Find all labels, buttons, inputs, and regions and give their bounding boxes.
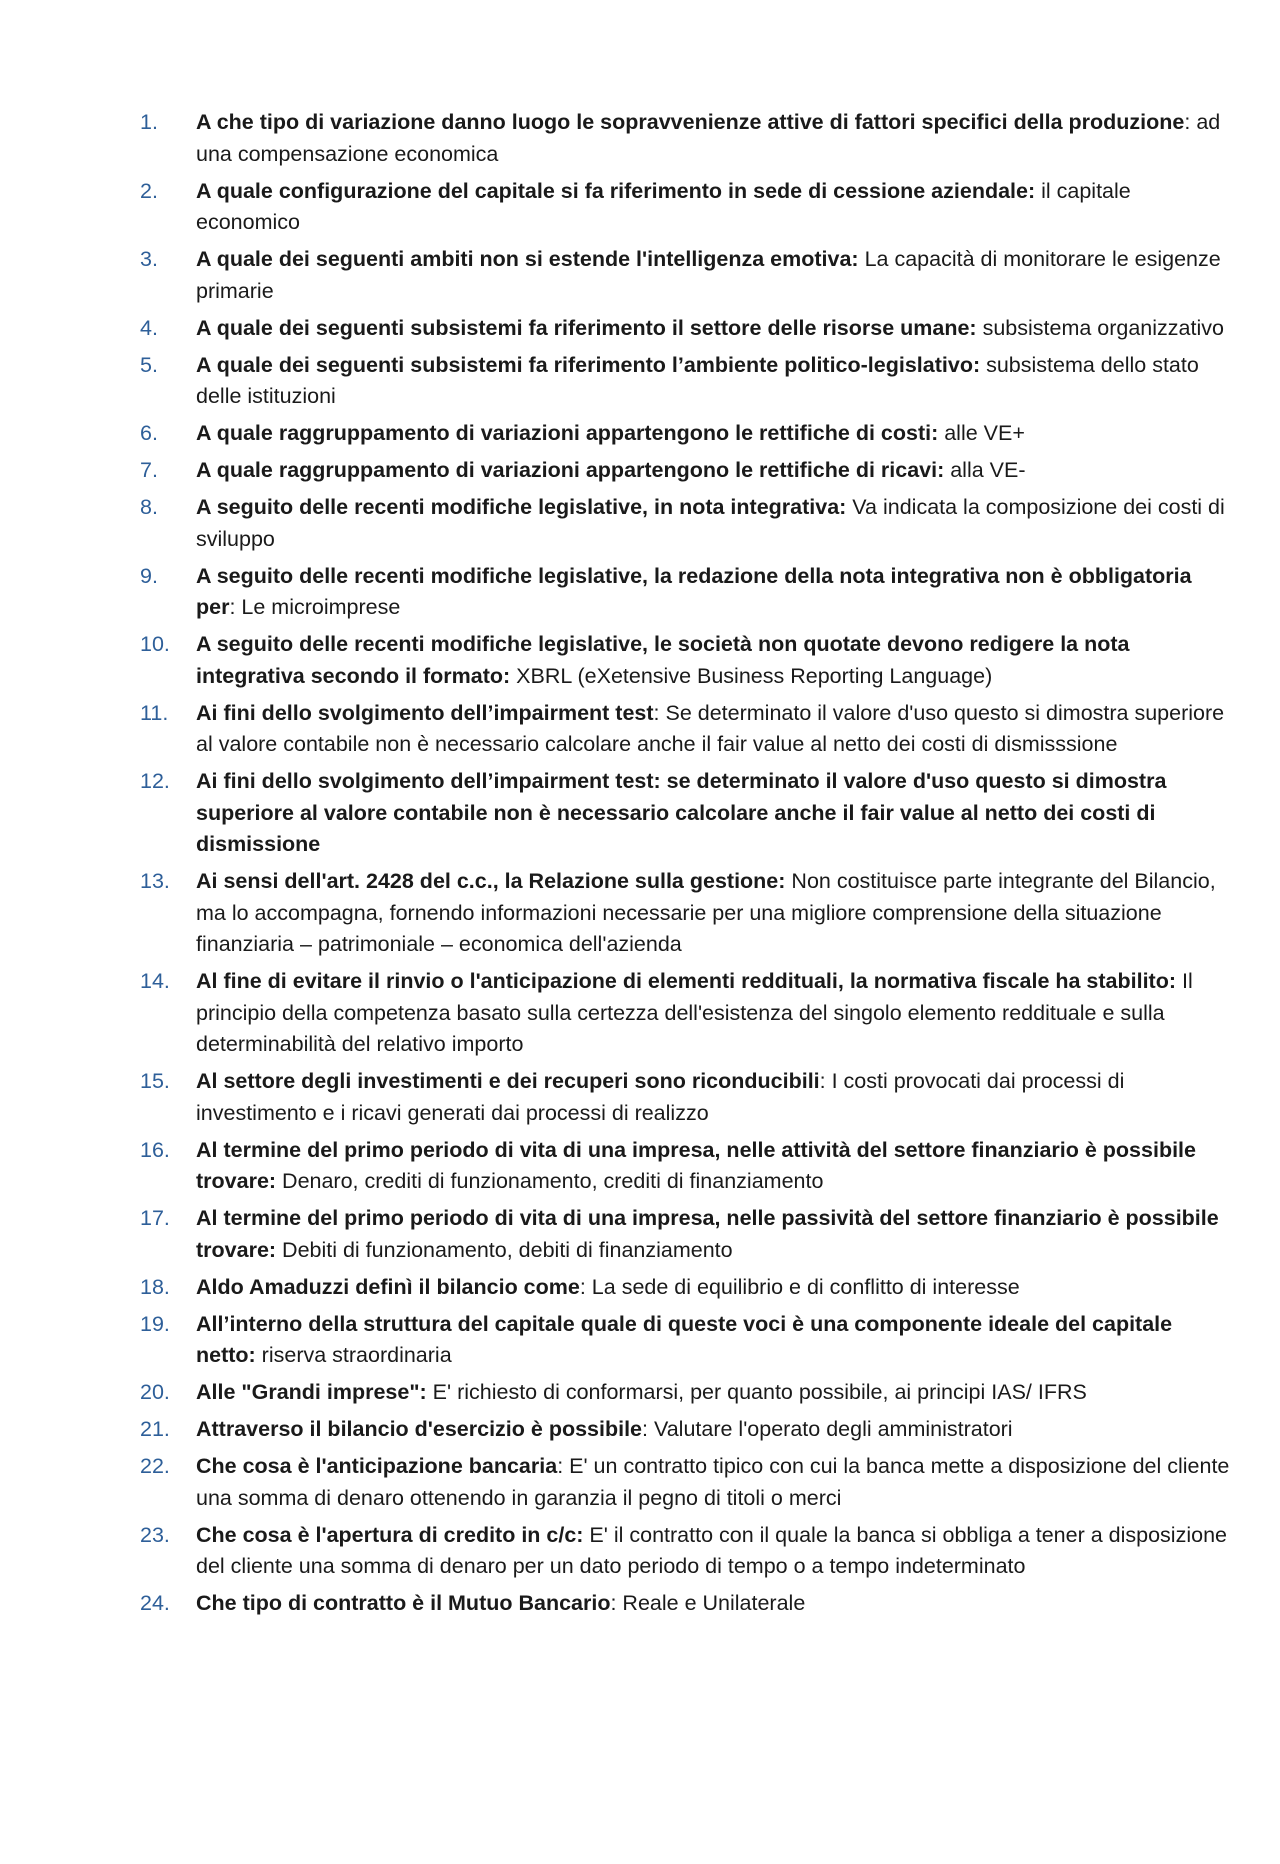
answer-text: Debiti di funzionamento, debiti di finanziamento bbox=[276, 1237, 733, 1262]
question-text: Aldo Amaduzzi definì il bilancio come bbox=[196, 1274, 580, 1299]
answer-text: subsistema organizzativo bbox=[976, 315, 1224, 340]
answer-text: : I costi provocati dai processi di investimento e i ricavi generati dai processi di realizzo bbox=[196, 1069, 1125, 1125]
list-item bbox=[140, 1066, 1230, 1129]
list-item bbox=[140, 1451, 1230, 1514]
question-text: Ai fini dello svolgimento dell’impairment test bbox=[196, 700, 654, 725]
answer-text: subsistema dello stato delle istituzioni bbox=[196, 352, 1199, 408]
list-item bbox=[140, 866, 1230, 961]
question-text: Attraverso il bilancio d'esercizio è possibile bbox=[196, 1417, 643, 1441]
item-number: 20. bbox=[140, 1380, 170, 1404]
question-text: A seguito delle recenti modifiche legislative, in nota integrativa: bbox=[196, 495, 847, 519]
question-text: Al settore degli investimenti e dei recuperi sono riconducibili bbox=[196, 1069, 820, 1093]
question-text: Ai fini dello svolgimento dell’impairment test: se determinato il valore d'uso questo si dimostra superiore al valore contabile non è necessario calcolare anche il fair value al netto dei costi di dismissione bbox=[196, 769, 1167, 856]
question-text: A quale dei seguenti subsistemi fa riferimento il settore delle risorse umane: bbox=[196, 315, 977, 340]
item-number: 10. bbox=[140, 632, 170, 656]
answer-text: il capitale economico bbox=[196, 178, 1131, 234]
answer-text: : Se determinato il valore d'uso questo si dimostra superiore al valore contabile non è necessario calcolare anche il fair value al netto dei costi di dismisssione bbox=[196, 700, 1225, 756]
answer-text: Va indicata la composizione dei costi di sviluppo bbox=[196, 495, 1225, 551]
item-number: 11. bbox=[140, 700, 169, 725]
list-item bbox=[140, 1588, 1230, 1620]
item-number: 8. bbox=[140, 495, 158, 519]
answer-text: : La sede di equilibrio e di conflitto di interesse bbox=[579, 1274, 1020, 1299]
item-number: 3. bbox=[140, 247, 158, 271]
item-number: 21. bbox=[140, 1417, 170, 1441]
answer-text: E' il contratto con il quale la banca si obbliga a tener a disposizione del cliente una somma di denaro per un dato periodo di tempo o a tempo indeterminato bbox=[196, 1522, 1227, 1578]
list-item bbox=[140, 176, 1230, 239]
answer-text: riserva straordinaria bbox=[255, 1343, 452, 1367]
item-number: 9. bbox=[140, 563, 158, 588]
answer-text: : Le microimprese bbox=[229, 595, 401, 619]
item-number: 16. bbox=[140, 1137, 170, 1162]
question-text: Che cosa è l'anticipazione bancaria bbox=[196, 1454, 558, 1478]
question-text: Al termine del primo periodo di vita di una impresa, nelle attività del settore finanziario è possibile trovare: bbox=[196, 1137, 1196, 1193]
list-item bbox=[140, 1414, 1230, 1446]
question-text: Al termine del primo periodo di vita di una impresa, nelle passività del settore finanziario è possibile trovare: bbox=[196, 1206, 1219, 1262]
list-item bbox=[140, 1203, 1230, 1266]
question-text: A quale raggruppamento di variazioni appartengono le rettifiche di ricavi: bbox=[196, 458, 945, 482]
item-number: 17. bbox=[140, 1206, 170, 1230]
answer-text: : ad una compensazione economica bbox=[196, 110, 1221, 166]
question-text: Che cosa è l'apertura di credito in c/c: bbox=[196, 1522, 584, 1547]
item-number: 23. bbox=[140, 1522, 170, 1547]
list-item bbox=[140, 107, 1230, 170]
item-number: 6. bbox=[140, 421, 158, 445]
list-item bbox=[140, 244, 1230, 307]
question-text: A quale dei seguenti ambiti non si estende l'intelligenza emotiva: bbox=[196, 247, 859, 271]
answer-text: Il principio della competenza basato sulla certezza dell'esistenza del singolo elemento reddituale e sulla determinabilità del relativo importo bbox=[196, 969, 1193, 1056]
item-number: 13. bbox=[140, 869, 170, 893]
list-item bbox=[140, 492, 1230, 555]
list-item bbox=[140, 766, 1230, 861]
question-text: A quale configurazione del capitale si fa riferimento in sede di cessione aziendale: bbox=[196, 178, 1036, 203]
item-number: 2. bbox=[140, 178, 158, 203]
question-text: Ai sensi dell'art. 2428 del c.c., la Relazione sulla gestione: bbox=[196, 869, 786, 893]
item-number: 4. bbox=[140, 315, 158, 340]
list-item bbox=[140, 966, 1230, 1061]
qa-list bbox=[140, 107, 1230, 1625]
question-text: A seguito delle recenti modifiche legislative, le società non quotate devono redigere la nota integrativa secondo il formato: bbox=[196, 632, 1130, 688]
answer-text: XBRL (eXetensive Business Reporting Language) bbox=[510, 663, 993, 688]
item-number: 7. bbox=[140, 458, 158, 482]
question-text: A che tipo di variazione danno luogo le sopravvenienze attive di fattori specifici della produzione bbox=[196, 110, 1185, 134]
question-text: A quale raggruppamento di variazioni appartengono le rettifiche di costi: bbox=[196, 421, 939, 445]
answer-text: : Valutare l'operato degli amministratori bbox=[642, 1417, 1013, 1441]
question-text: Al fine di evitare il rinvio o l'anticipazione di elementi reddituali, la normativa fiscale ha stabilito: bbox=[196, 969, 1177, 993]
question-text: All’interno della struttura del capitale quale di queste voci è una componente ideale del capitale netto: bbox=[196, 1311, 1173, 1367]
answer-text: E' richiesto di conformarsi, per quanto possibile, ai principi IAS/ IFRS bbox=[426, 1380, 1087, 1404]
list-item bbox=[140, 1520, 1230, 1583]
answer-text: alle VE+ bbox=[938, 421, 1025, 445]
item-number: 15. bbox=[140, 1069, 170, 1093]
list-item bbox=[140, 350, 1230, 413]
answer-text: Non costituisce parte integrante del Bilancio, ma lo accompagna, fornendo informazioni necessarie per una migliore comprensione della situazione finanziaria – patrimoniale – economica dell'azienda bbox=[196, 869, 1216, 956]
list-item bbox=[140, 629, 1230, 692]
list-item bbox=[140, 455, 1230, 487]
answer-text: : Reale e Unilaterale bbox=[610, 1591, 806, 1615]
item-number: 1. bbox=[140, 110, 158, 134]
item-number: 24. bbox=[140, 1591, 170, 1615]
list-item bbox=[140, 1272, 1230, 1304]
item-number: 12. bbox=[140, 769, 170, 793]
answer-text: La capacità di monitorare le esigenze primarie bbox=[196, 247, 1221, 303]
question-text: A quale dei seguenti subsistemi fa riferimento l’ambiente politico-legislativo: bbox=[196, 352, 981, 377]
list-item bbox=[140, 1377, 1230, 1409]
list-item bbox=[140, 313, 1230, 345]
question-text: Che tipo di contratto è il Mutuo Bancario bbox=[196, 1591, 611, 1615]
list-item bbox=[140, 418, 1230, 450]
answer-text: Denaro, crediti di funzionamento, crediti di finanziamento bbox=[276, 1169, 824, 1193]
question-text: Alle "Grandi imprese": bbox=[196, 1380, 427, 1404]
answer-text: alla VE- bbox=[944, 458, 1026, 482]
item-number: 18. bbox=[140, 1274, 170, 1299]
item-number: 14. bbox=[140, 969, 170, 993]
list-item bbox=[140, 561, 1230, 624]
list-item bbox=[140, 1135, 1230, 1198]
question-text: A seguito delle recenti modifiche legislative, la redazione della nota integrativa non è obbligatoria per bbox=[196, 563, 1192, 619]
item-number: 5. bbox=[140, 352, 158, 377]
item-number: 22. bbox=[140, 1454, 170, 1478]
list-item bbox=[140, 1309, 1230, 1372]
item-number: 19. bbox=[140, 1311, 170, 1336]
answer-text: : E' un contratto tipico con cui la banca mette a disposizione del cliente una somma di denaro ottenendo in garanzia il pegno di titoli o merci bbox=[196, 1454, 1230, 1510]
list-item bbox=[140, 698, 1230, 761]
